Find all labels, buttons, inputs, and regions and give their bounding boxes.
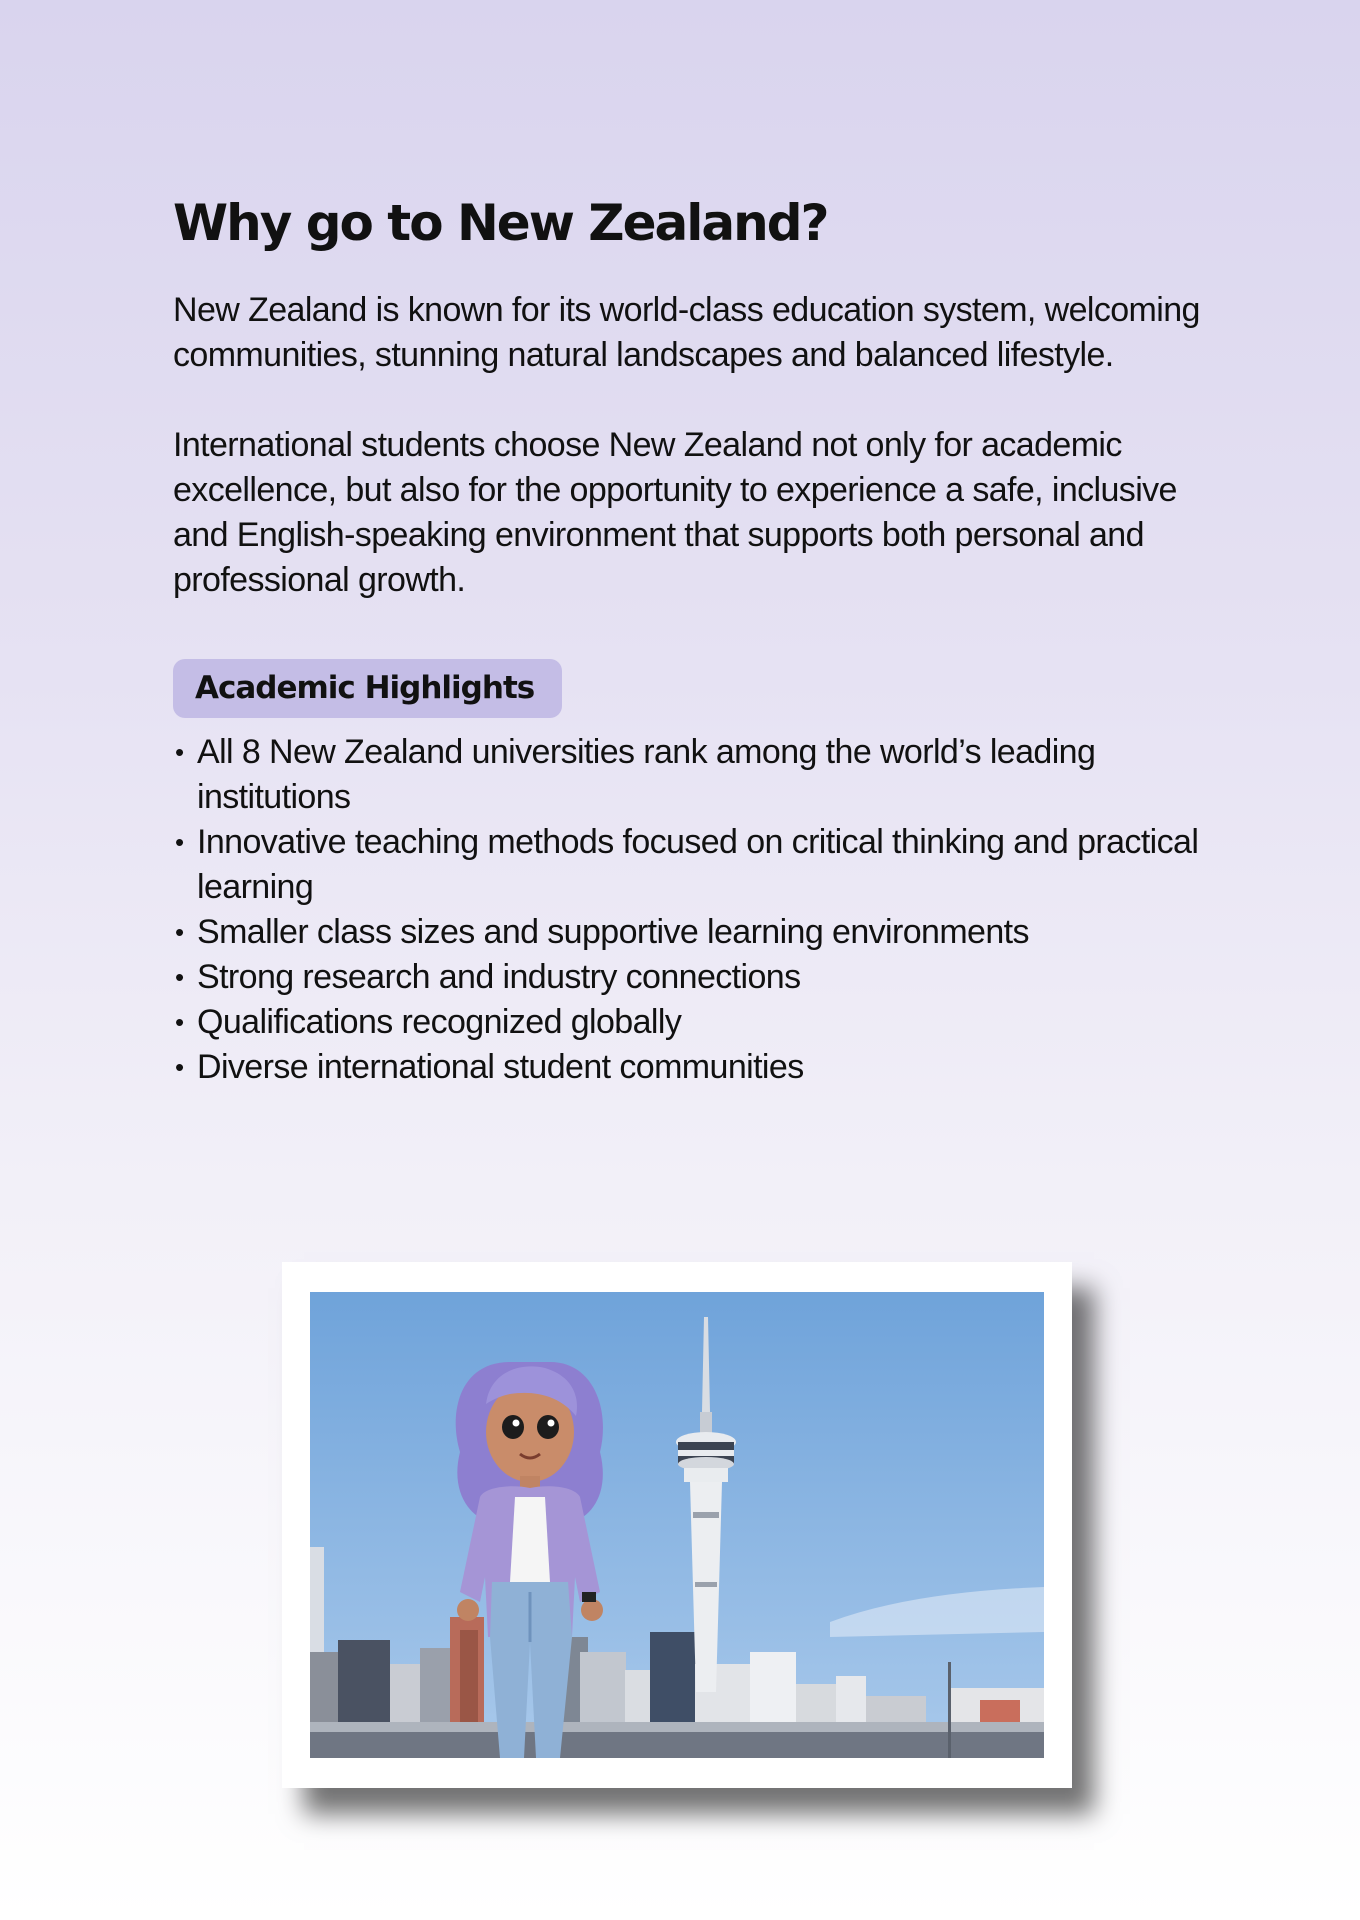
bullet-icon: •: [175, 737, 184, 767]
bullet-icon: •: [175, 1052, 184, 1082]
cartoon-student-skyline-illustration: [310, 1292, 1044, 1758]
list-item-text: Innovative teaching methods focused on critical thinking and practical learning: [197, 823, 1199, 906]
bullet-icon: •: [175, 962, 184, 992]
intro-paragraph: New Zealand is known for its world-class education system, welcoming communities, stunning natural landscapes and balanced lifestyle.: [173, 291, 1200, 374]
list-item: [173, 955, 1233, 1000]
page-title: Why go to New Zealand?: [173, 194, 828, 252]
list-item: [173, 910, 1233, 955]
bullet-icon: •: [175, 827, 184, 857]
bullet-icon: •: [175, 917, 184, 947]
list-item: [173, 1045, 1233, 1090]
list-item: [173, 820, 1233, 910]
list-item-text: Qualifications recognized globally: [197, 1003, 682, 1041]
list-item: [173, 1000, 1233, 1045]
bullet-icon: •: [175, 1007, 184, 1037]
list-item-text: All 8 New Zealand universities rank among the world’s leading institutions: [197, 733, 1096, 816]
students-paragraph: International students choose New Zealand not only for academic excellence, but also for the opportunity to experience a safe, inclusive and English-speaking environment that supports both personal and professional growth.: [173, 426, 1177, 599]
list-item-text: Diverse international student communities: [197, 1048, 804, 1086]
list-item-text: Smaller class sizes and supportive learning environments: [197, 913, 1029, 951]
highlights-list: [173, 730, 1233, 1090]
photo-frame: [282, 1262, 1072, 1788]
academic-highlights-heading: Academic Highlights: [173, 659, 562, 718]
list-item: [173, 730, 1233, 820]
main-content: [173, 186, 1233, 1090]
list-item-text: Strong research and industry connections: [197, 958, 801, 996]
